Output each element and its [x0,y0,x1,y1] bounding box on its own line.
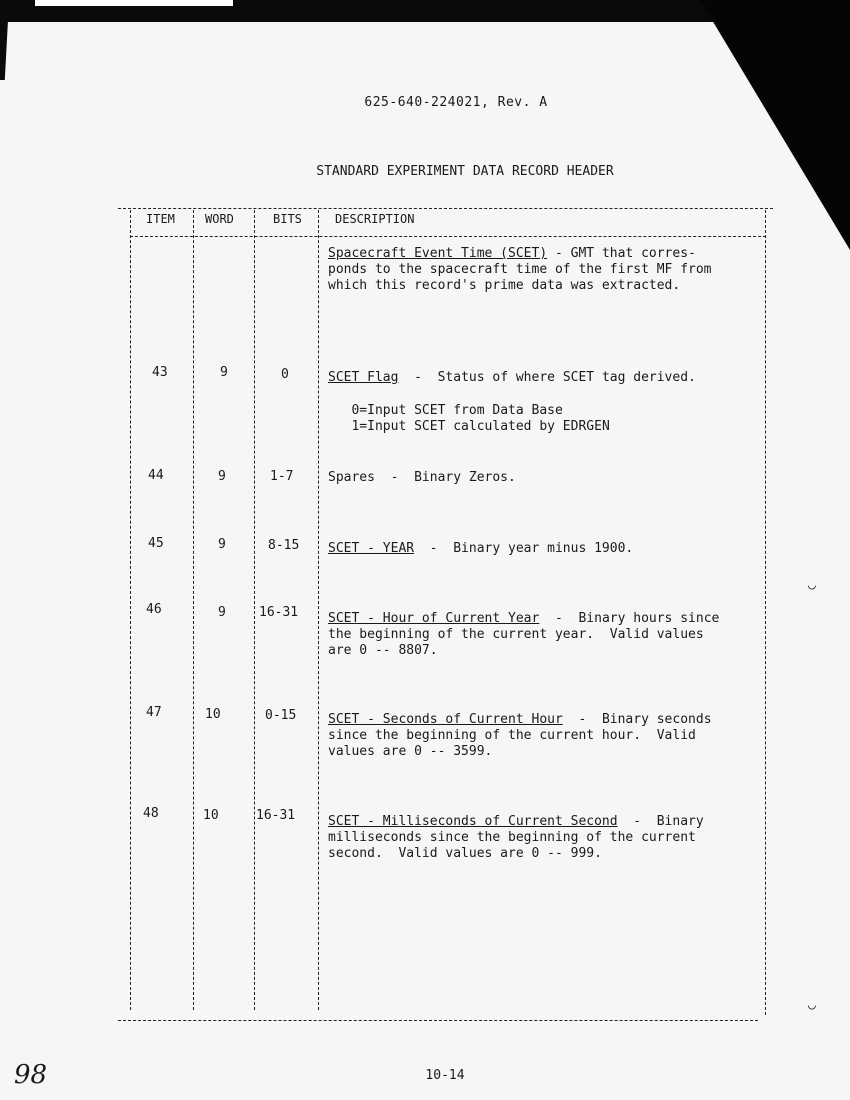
bit-range: 16-31 [259,605,299,620]
item-number: 45 [148,536,164,551]
scan-corner-shadow [700,0,850,250]
word-number: 9 [220,365,228,380]
row-description-values: 0=Input SCET from Data Base 1=Input SCET calculated by EDRGEN [351,403,610,434]
item-number: 46 [146,602,162,617]
column-header-word: WORD [205,212,234,226]
document-id: 625-640-224021, Rev. A [364,95,548,110]
column-header-item: ITEM [146,212,175,226]
column-rule [318,210,319,1010]
column-rule [765,210,766,1015]
row-description: SCET - YEAR - Binary year minus 1900. [328,541,634,556]
term: Spacecraft Event Time (SCET) [328,246,548,261]
scan-edge-gap [35,0,233,6]
scan-mark: ◡ [808,998,816,1013]
word-number: 9 [218,469,226,484]
row-description: SCET - Hour of Current Year - Binary hours since the beginning of the current year. Valid values are 0 -- 8807. [328,611,720,658]
row-description: Spares - Binary Zeros. [328,470,516,485]
table-top-rule [118,208,773,209]
bit-range: 8-15 [268,538,300,553]
word-number: 10 [205,707,221,722]
scan-mark: ◡ [808,578,816,593]
word-number: 9 [218,605,226,620]
item-number: 43 [152,365,168,380]
item-number: 48 [143,806,159,821]
page-number: 10-14 [425,1068,465,1083]
column-rule [130,210,131,1010]
row-description: SCET - Milliseconds of Current Second - Binary milliseconds since the beginning of the current second. Valid values are 0 -- 999. [328,814,704,861]
intro-description: Spacecraft Event Time (SCET) - GMT that corres- ponds to the spacecraft time of the first MF from which this record's prime data was extracted. [328,246,712,293]
row-description: SCET - Seconds of Current Hour - Binary seconds since the beginning of the current hour. Valid values are 0 -- 3599. [328,712,712,759]
column-header-bits: BITS [273,212,302,226]
document-title: STANDARD EXPERIMENT DATA RECORD HEADER [316,164,614,179]
handwritten-note: 98 [14,1060,48,1090]
table-bottom-rule [118,1020,758,1021]
word-number: 9 [218,537,226,552]
bit-range: 0-15 [265,708,297,723]
bit-range: 0 [281,367,289,382]
item-number: 47 [146,705,162,720]
column-header-description: DESCRIPTION [335,212,415,226]
scan-edge-left [0,20,8,80]
bit-range: 16-31 [256,808,296,823]
column-rule [254,210,255,1010]
column-rule [193,210,194,1010]
word-number: 10 [203,808,219,823]
row-description: SCET Flag - Status of where SCET tag derived. [328,370,696,385]
header-rule [130,236,766,237]
bit-range: 1-7 [270,469,294,484]
item-number: 44 [148,468,164,483]
